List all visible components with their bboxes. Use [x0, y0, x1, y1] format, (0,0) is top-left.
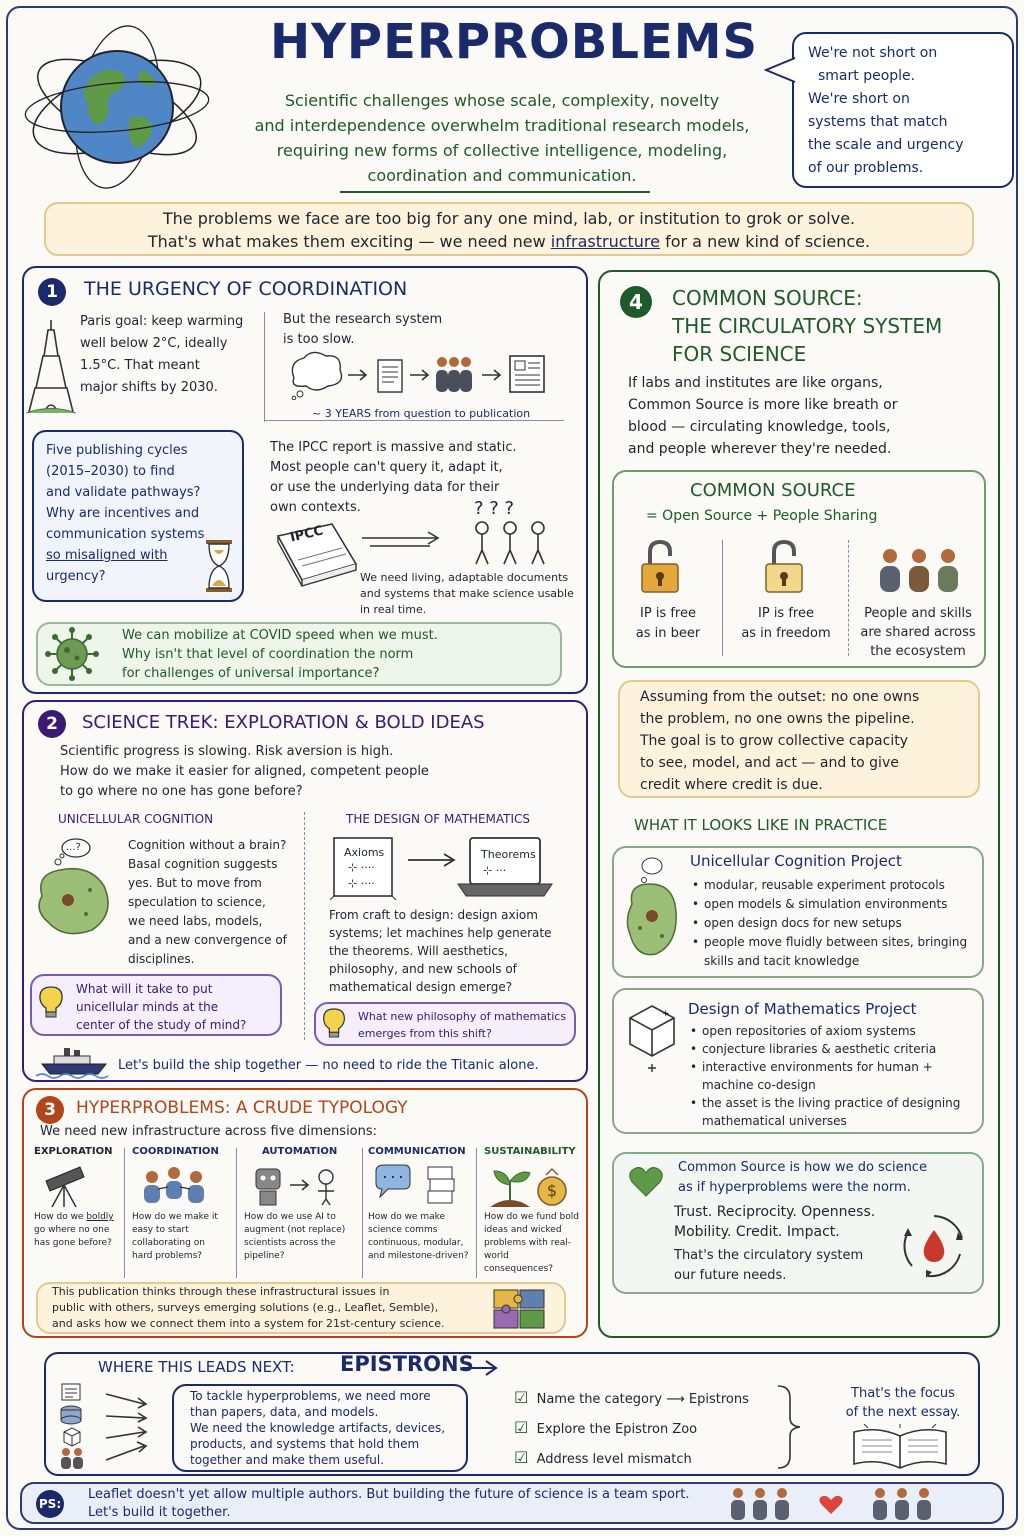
text-line: If labs and institutes are like organs, [628, 375, 883, 391]
text-line: yes. But to move from [128, 876, 262, 890]
cycles-text [46, 440, 204, 587]
text-line: Why are incentives and [46, 506, 200, 521]
section-4-intro [628, 372, 898, 460]
covid-text [122, 626, 438, 683]
subtitle-line: and interdependence overwhelm traditional research models, [254, 116, 750, 135]
infrastructure-link: infrastructure [550, 232, 660, 251]
list-item: • modular, reusable experiment protocols [690, 876, 976, 895]
text-line: credit where credit is due. [640, 777, 823, 793]
checklist [514, 1384, 749, 1474]
divider [848, 540, 849, 656]
next-label: WHERE THIS LEADS NEXT: [98, 1358, 295, 1376]
column-text [34, 1211, 124, 1250]
checkbox-icon: ☑ [514, 1388, 529, 1407]
open-lock-icon [764, 540, 804, 596]
text-line: To tackle hyperproblems, we need more [190, 1389, 431, 1403]
text-line: How do we make it easier for aligned, competent people [60, 764, 429, 779]
text-line: systems; let machines help generate [329, 926, 552, 940]
text-line: Most people can't query it, adapt it, [270, 460, 503, 475]
unicellular-question [76, 980, 246, 1034]
text-line: That's the circulatory system [674, 1248, 864, 1263]
cell-thought: ...? [66, 842, 81, 853]
list-item: • people move fluidly between sites, bringing skills and tacit knowledge [690, 933, 976, 971]
checklist-label: Address level mismatch [536, 1452, 692, 1467]
title-line: COMMON SOURCE: [672, 286, 863, 310]
bubble-line: systems that match [808, 114, 948, 130]
typology-exploration [34, 1146, 124, 1250]
text-line: well below 2°C, ideally [80, 336, 228, 351]
ipcc-label: IPCC [288, 523, 325, 546]
divider [236, 1148, 237, 1278]
text-part: How do we [34, 1212, 87, 1222]
column-head: COMMUNICATION [368, 1146, 466, 1157]
list-item: • open models & simulation environments [690, 895, 976, 914]
assumption-text [640, 686, 919, 796]
epistrons-heading: EPISTRONS [340, 1352, 474, 1376]
banner-text-part: That's what makes them exciting — we need new [147, 232, 551, 251]
open-lock-icon [640, 540, 680, 596]
ps-badge: PS: [36, 1490, 64, 1518]
text-line: Paris goal: keep warming [80, 314, 244, 329]
text-line: Assuming from the outset: no one owns [640, 689, 920, 705]
checklist-item [514, 1444, 749, 1474]
text-line: IP is free [640, 606, 696, 621]
circulatory-text [674, 1246, 863, 1286]
text-line: public with others, surveys emerging solutions (e.g., Leaflet, Semble), [52, 1301, 439, 1314]
math-question [358, 1008, 566, 1042]
question-marks: ? ? ? [474, 498, 515, 519]
living-docs-text [360, 570, 574, 618]
text-line: products, and systems that hold them [190, 1437, 420, 1451]
research-slow-text [283, 310, 442, 350]
text-line: blood — circulating knowledge, tools, [628, 419, 891, 435]
section-4-number: 4 [620, 286, 652, 318]
text-line: of the next essay. [845, 1405, 961, 1420]
subtitle-line: Scientific challenges whose scale, complexity, novelty [284, 91, 720, 110]
text-line: Common Source is more like breath or [628, 397, 898, 413]
text-line: in real time. [360, 603, 427, 616]
typology-sustainability [484, 1146, 580, 1276]
speech-bubble-tail [764, 56, 796, 86]
bubble-line: the scale and urgency [808, 137, 964, 153]
subtitle [222, 88, 782, 188]
axioms-label: Axioms [344, 846, 385, 859]
team-icon [728, 1486, 934, 1522]
text-line: The IPCC report is massive and static. [270, 440, 517, 455]
column-text: How do we fund bold ideas and wicked problems with real-world consequences? [484, 1212, 579, 1274]
text-line: the ecosystem [870, 644, 966, 659]
cycle-drop-icon [898, 1210, 970, 1282]
text-line: We need the knowledge artifacts, devices, [190, 1421, 446, 1435]
text-line: center of the study of mind? [76, 1018, 247, 1032]
subtitle-line: requiring new forms of collective intelligence, modeling, [276, 141, 728, 160]
eiffel-tower-icon [26, 316, 76, 416]
text-line: That's the focus [851, 1386, 955, 1401]
column-head: EXPLORATION [34, 1146, 113, 1157]
lightbulb-icon [36, 984, 66, 1020]
ps-text [88, 1486, 689, 1522]
common-source-equation: = Open Source + People Sharing [646, 508, 878, 524]
text-line: The goal is to grow collective capacity [640, 733, 908, 749]
text-line: together and make them useful. [190, 1453, 385, 1467]
section-2-intro [60, 742, 429, 802]
text-line: disciplines. [128, 952, 195, 966]
text-part: boldly [86, 1212, 114, 1222]
text-line: Mobility. Credit. Impact. [674, 1224, 840, 1240]
cube-icon [624, 1002, 680, 1076]
ship-icon [36, 1044, 112, 1080]
checklist-item [514, 1384, 749, 1414]
open-book-icon [848, 1424, 952, 1470]
subtitle-underline [340, 191, 650, 193]
text-line: are shared across [860, 625, 976, 640]
text-line: We need living, adaptable documents [360, 571, 569, 584]
list-item: • the asset is the living practice of designing mathematical universes [688, 1094, 978, 1130]
hourglass-icon [204, 538, 234, 594]
arrow-icon [460, 1358, 500, 1378]
text-line: our future needs. [674, 1268, 787, 1283]
research-pipeline-diagram [286, 350, 566, 400]
text-line: than papers, data, and models. [190, 1405, 379, 1419]
column-text: How do we use AI to augment (not replace) scientists across the pipeline? [244, 1212, 346, 1261]
lightbulb-icon [320, 1006, 348, 1040]
arrow-icon [360, 528, 444, 554]
cs-col-freedom [726, 604, 846, 644]
divider [264, 312, 265, 422]
ship-text: Let's build the ship together — no need to ride the Titanic alone. [118, 1058, 539, 1073]
publication-text [52, 1284, 445, 1332]
text-line: as in freedom [741, 626, 831, 641]
puzzle-icon [492, 1288, 548, 1330]
text-line: (2015–2030) to find [46, 464, 175, 479]
svg-text:+: + [662, 1009, 670, 1019]
text-part: go where no one has gone before? [34, 1225, 112, 1248]
brace-icon [774, 1384, 804, 1470]
text-line: to see, model, and act — and to give [640, 755, 899, 771]
text-line: People and skills [864, 606, 972, 621]
checkbox-icon: ☑ [514, 1418, 529, 1437]
unicellular-text [128, 836, 287, 969]
math-text [329, 906, 551, 996]
virus-icon [44, 626, 100, 682]
typology-automation [244, 1146, 356, 1263]
column-head: SUSTAINABILITY [484, 1146, 576, 1157]
subtitle-line: coordination and communication. [367, 166, 637, 185]
text-line: Basal cognition suggests [128, 857, 278, 871]
text-line: and a new convergence of [128, 933, 287, 947]
text-line: emerges from this shift? [358, 1027, 492, 1040]
text-line: own contexts. [270, 500, 361, 515]
cell-icon [618, 854, 688, 964]
text-line: Cognition without a brain? [128, 838, 287, 852]
bubble-line: of our problems. [808, 160, 924, 176]
collaborators-icon [138, 1163, 210, 1209]
divider [304, 812, 305, 1040]
checklist-item [514, 1414, 749, 1444]
text-line: IP is free [758, 606, 814, 621]
text-line: Common Source is how we do science [678, 1160, 927, 1175]
text-line: and asks how we connect them into a system for 21st-century science. [52, 1317, 445, 1330]
section-3-title: HYPERPROBLEMS: A CRUDE TYPOLOGY [76, 1098, 408, 1118]
bubble-line: smart people. [818, 68, 916, 84]
practice-heading: WHAT IT LOOKS LIKE IN PRACTICE [634, 816, 888, 834]
text-line: or use the underlying data for their [270, 480, 500, 495]
text-line: as if hyperproblems were the norm. [678, 1180, 911, 1195]
globe-icon [22, 22, 212, 192]
text-line: for challenges of universal importance? [122, 666, 380, 681]
text-line: mathematical design emerge? [329, 980, 513, 994]
common-source-title: COMMON SOURCE [690, 480, 856, 501]
text-line: 1.5°C. That meant [80, 358, 200, 373]
column-head: AUTOMATION [262, 1146, 338, 1157]
divider [124, 1148, 125, 1278]
text-line: This publication thinks through these infrastructural issues in [52, 1285, 390, 1298]
unicellular-heading: UNICELLULAR COGNITION [58, 812, 214, 826]
next-focus-text [828, 1384, 978, 1422]
heart-icon [628, 1166, 664, 1198]
section-1-title: THE URGENCY OF COORDINATION [84, 278, 408, 300]
project-2-list [688, 1022, 978, 1130]
axioms-list: ⊹ ···· ⊹ ···· [348, 861, 375, 890]
text-line: the problem, no one owns the pipeline. [640, 711, 915, 727]
theorems-label: Theorems [481, 848, 536, 861]
years-caption: ~ 3 YEARS from question to publication [312, 407, 531, 420]
text-line: What new philosophy of mathematics [358, 1010, 567, 1023]
text-line: to go where no one has gone before? [60, 784, 303, 799]
text-line: Five publishing cycles [46, 443, 188, 458]
people-icon [876, 546, 962, 594]
text-line: Trust. Reciprocity. Openness. [674, 1204, 876, 1220]
text-line: and systems that make science usable [360, 587, 574, 600]
text-line: We can mobilize at COVID speed when we must. [122, 628, 438, 643]
text-line: the theorems. Will aesthetics, [329, 944, 508, 958]
banner-line [44, 230, 974, 253]
text-line: What will it take to put [76, 982, 213, 996]
title-line: THE CIRCULATORY SYSTEM [672, 314, 943, 338]
title-line: FOR SCIENCE [672, 342, 807, 366]
paris-goal-text [80, 311, 243, 399]
banner-line: The problems we face are too big for any one mind, lab, or institution to grok or solve. [162, 209, 856, 228]
text-line: communication systems [46, 527, 205, 542]
confused-people-icon [470, 520, 550, 566]
text-line: so misaligned with [46, 548, 168, 563]
list-item: • open repositories of axiom systems [688, 1022, 978, 1040]
column-text: How do we make it easy to start collaborating on hard problems? [132, 1212, 218, 1261]
typology-coordination [132, 1146, 228, 1263]
text-line: we need labs, models, [128, 914, 263, 928]
list-item: • interactive environments for human + machine co-design [688, 1058, 978, 1094]
bubble-line: We're not short on [808, 45, 938, 61]
theorems-list: ⊹ ··· [483, 864, 507, 877]
checkbox-icon: ☑ [514, 1448, 529, 1467]
closing-text [678, 1158, 927, 1198]
section-2-number: 2 [38, 710, 66, 738]
checklist-label: Explore the Epistron Zoo [536, 1422, 698, 1437]
list-item: • conjecture libraries & aesthetic criteria [688, 1040, 978, 1058]
cs-col-people [852, 604, 984, 661]
section-3-intro: We need new infrastructure across five dimensions: [40, 1124, 378, 1139]
text-line: Why isn't that level of coordination the norm [122, 647, 414, 662]
project-2-title: Design of Mathematics Project [688, 1000, 917, 1018]
checklist-label: Name the category ⟶ Epistrons [536, 1392, 749, 1407]
telescope-icon [40, 1163, 90, 1209]
section-4-title [672, 284, 942, 368]
banner-text-part: for a new kind of science. [660, 232, 871, 251]
text-line: urgency? [46, 569, 106, 584]
text-line: But the research system [283, 312, 443, 327]
section-2-title: SCIENCE TREK: EXPLORATION & BOLD IDEAS [82, 712, 485, 733]
text-line: major shifts by 2030. [80, 380, 218, 395]
page-title: HYPERPROBLEMS [270, 14, 759, 70]
text-line: as in beer [635, 626, 701, 641]
typology-communication [368, 1146, 476, 1263]
bubble-text [808, 42, 1008, 180]
bubble-line: We're short on [808, 91, 910, 107]
text-line: Leaflet doesn't yet allow multiple authors. But building the future of science is a team sport. [88, 1487, 690, 1502]
list-item: • open design docs for new setups [690, 914, 976, 933]
text-line: is too slow. [283, 332, 355, 347]
banner-text [44, 207, 974, 253]
cs-col-beer [616, 604, 720, 644]
text-line: From craft to design: design axiom [329, 908, 538, 922]
chat-modules-icon [372, 1163, 462, 1209]
section-3-number: 3 [36, 1096, 64, 1124]
section-1-number: 1 [38, 278, 66, 306]
text-line: and people wherever they're needed. [628, 441, 892, 457]
text-line: and validate pathways? [46, 485, 201, 500]
project-1-list [690, 876, 976, 971]
text-line: Let's build it together. [88, 1505, 231, 1520]
sprout-coin-icon [486, 1163, 576, 1209]
artifacts-icon [56, 1382, 166, 1472]
robot-to-scientist-icon [250, 1163, 346, 1209]
project-1-title: Unicellular Cognition Project [690, 852, 902, 870]
text-line: philosophy, and new schools of [329, 962, 517, 976]
svg-text:$: $ [546, 1181, 558, 1200]
column-head: COORDINATION [132, 1146, 219, 1157]
epistron-text [190, 1388, 445, 1468]
divider [476, 1148, 477, 1278]
column-text: How do we make science comms continuous, modular, and milestone-driven? [368, 1212, 469, 1261]
values-text [674, 1202, 875, 1242]
divider [722, 540, 723, 656]
math-heading: THE DESIGN OF MATHEMATICS [346, 812, 531, 826]
divider [362, 1148, 363, 1278]
text-line: unicellular minds at the [76, 1000, 219, 1014]
text-line: speculation to science, [128, 895, 266, 909]
text-line: Scientific progress is slowing. Risk aversion is high. [60, 744, 394, 759]
